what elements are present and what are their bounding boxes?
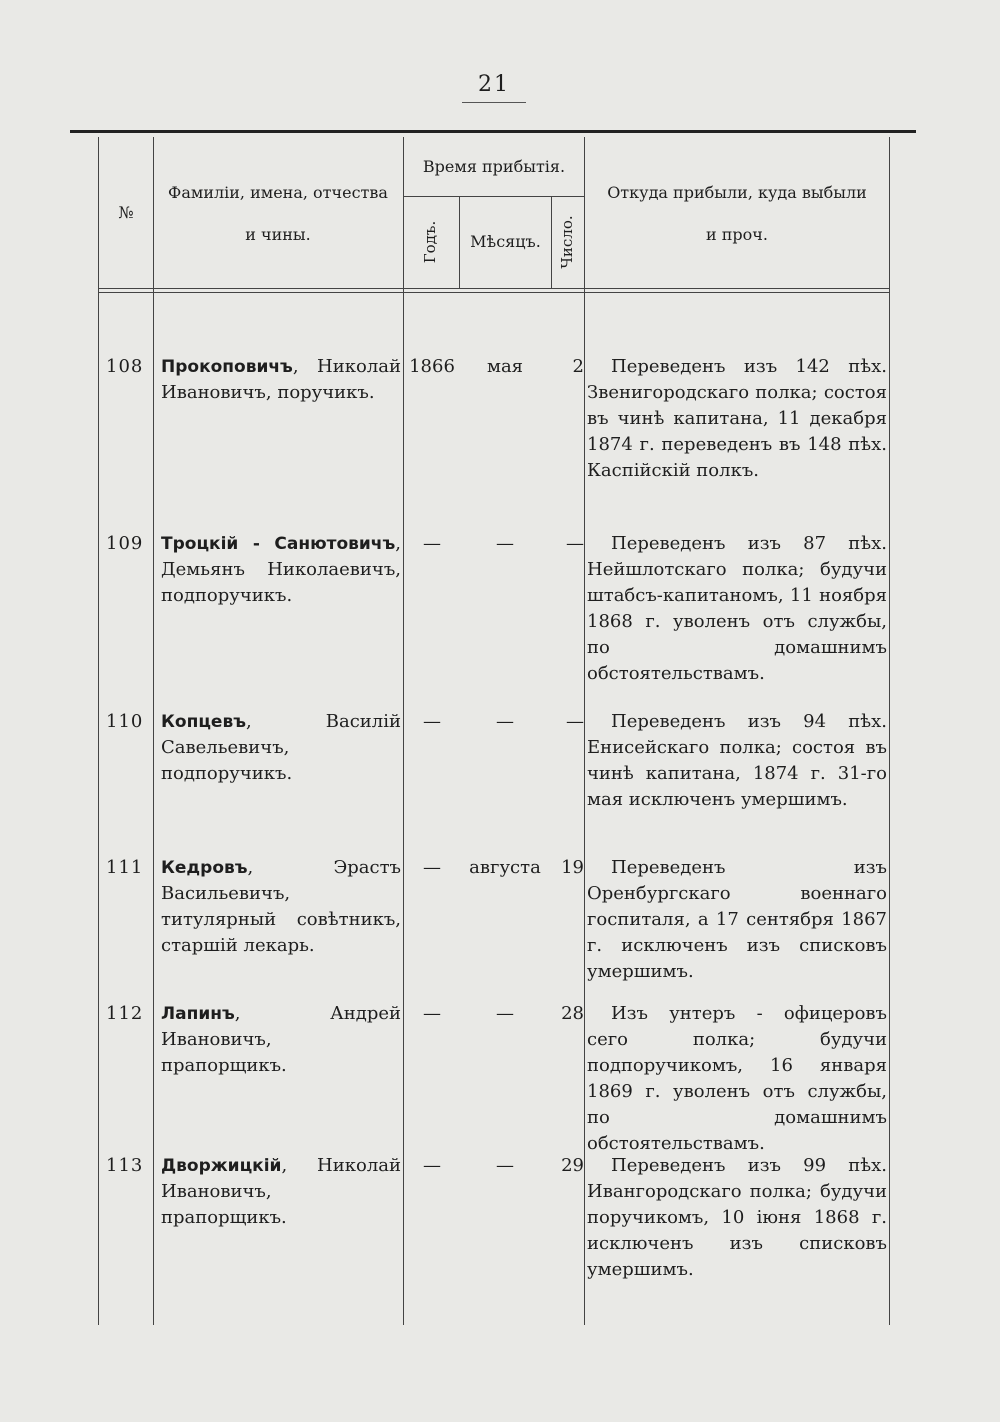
row-number: 108 [106,356,144,377]
person-surname: Прокоповичъ [161,357,293,377]
arrival-day: 29 [561,1155,584,1176]
row-number: 112 [106,1003,144,1024]
person-name [161,855,401,959]
row-number: 113 [106,1155,144,1176]
column-divider [403,137,404,1325]
arrival-day: 2 [572,356,584,377]
header-bottom-rule [98,292,889,293]
service-note: Переведенъ изъ 87 пѣх. Нейшлотскаго полка; будучи штабсъ-капитаномъ, 11 ноября 1868 г. уволенъ отъ службы, по домашнимъ обстоятельствамъ. [587,533,887,684]
header-names-line2: и чины. [245,225,311,244]
arrival-group-rule [403,196,584,197]
row-number: 111 [106,857,144,878]
header-number: № [118,203,134,222]
header-year: Годъ. [421,220,439,264]
arrival-month: — [496,533,514,554]
header-arrival-time: Время прибытія. [422,157,566,176]
person-name [161,709,401,787]
top-rule [70,130,916,133]
person-name-rest: , Эрастъ Васильевичъ, титулярный совѣтникъ, старшій лекарь. [161,857,401,956]
column-divider [459,197,460,288]
arrival-month: августа [469,857,541,878]
row-number: 110 [106,711,144,732]
arrival-year: — [423,857,441,878]
service-note: Переведенъ изъ 142 пѣх. Звенигородскаго полка; состоя въ чинѣ капитана, 11 декабря 1874 г. переведенъ въ 148 пѣх. Каспійскій полкъ. [587,356,887,481]
arrival-month: мая [486,356,524,377]
arrival-day: 19 [561,857,584,878]
service-note: Изъ унтеръ - офицеровъ сего полка; будучи подпоручикомъ, 16 января 1869 г. уволенъ отъ службы, по домашнимъ обстоятельствамъ. [587,1003,887,1154]
header-names-line1: Фамиліи, имена, отчества [168,183,388,202]
service-note: Переведенъ изъ 94 пѣх. Енисейскаго полка; состоя въ чинѣ капитана, 1874 г. 31-го мая исключенъ умершимъ. [587,711,887,810]
person-name-rest: , Николай Ивановичъ, прапорщикъ. [161,1155,401,1228]
person-name [161,1001,401,1079]
header-bottom-rule [98,288,889,289]
header-day: Число. [558,215,576,269]
person-name-rest: , Андрей Ивановичъ, прапорщикъ. [161,1003,401,1076]
row-number: 109 [106,533,144,554]
page-number-rule [462,102,526,103]
arrival-year: — [423,1155,441,1176]
arrival-month: — [496,1003,514,1024]
table-border-right [889,137,890,1325]
person-surname: Лапинъ [161,1004,235,1024]
person-name [161,1153,401,1231]
arrival-day: 28 [561,1003,584,1024]
column-divider [153,137,154,1325]
person-name-rest: , Василій Савельевичъ, подпоручикъ. [161,711,401,784]
column-divider [584,137,585,1325]
person-surname: Кедровъ [161,858,248,878]
page-number: 21 [478,72,510,97]
person-surname: Троцкій - Санютовичъ [161,534,396,554]
person-name-rest: , Николай Ивановичъ, поручикъ. [161,356,401,403]
arrival-month: — [496,711,514,732]
header-origin-line1: Откуда прибыли, куда выбыли [607,183,867,202]
arrival-day: — [566,533,584,554]
arrival-year: — [423,533,441,554]
arrival-day: — [566,711,584,732]
person-name [161,531,401,609]
person-name [161,354,401,406]
person-name-rest: , Демьянъ Николаевичъ, подпоручикъ. [161,533,401,606]
header-origin-line2: и проч. [706,225,768,244]
arrival-year: — [423,1003,441,1024]
arrival-year: 1866 [409,356,455,377]
header-month: Мѣсяцъ. [470,232,541,251]
person-surname: Дворжицкій [161,1156,282,1176]
column-divider [551,197,552,288]
arrival-month: — [496,1155,514,1176]
table-border-left [98,137,99,1325]
service-note: Переведенъ изъ Оренбургскаго военнаго госпиталя, а 17 сентября 1867 г. исключенъ изъ списковъ умершимъ. [587,857,887,982]
service-note: Переведенъ изъ 99 пѣх. Ивангородскаго полка; будучи поручикомъ, 10 іюня 1868 г. исключенъ изъ списковъ умершимъ. [587,1155,887,1280]
arrival-year: — [423,711,441,732]
person-surname: Копцевъ [161,712,246,732]
